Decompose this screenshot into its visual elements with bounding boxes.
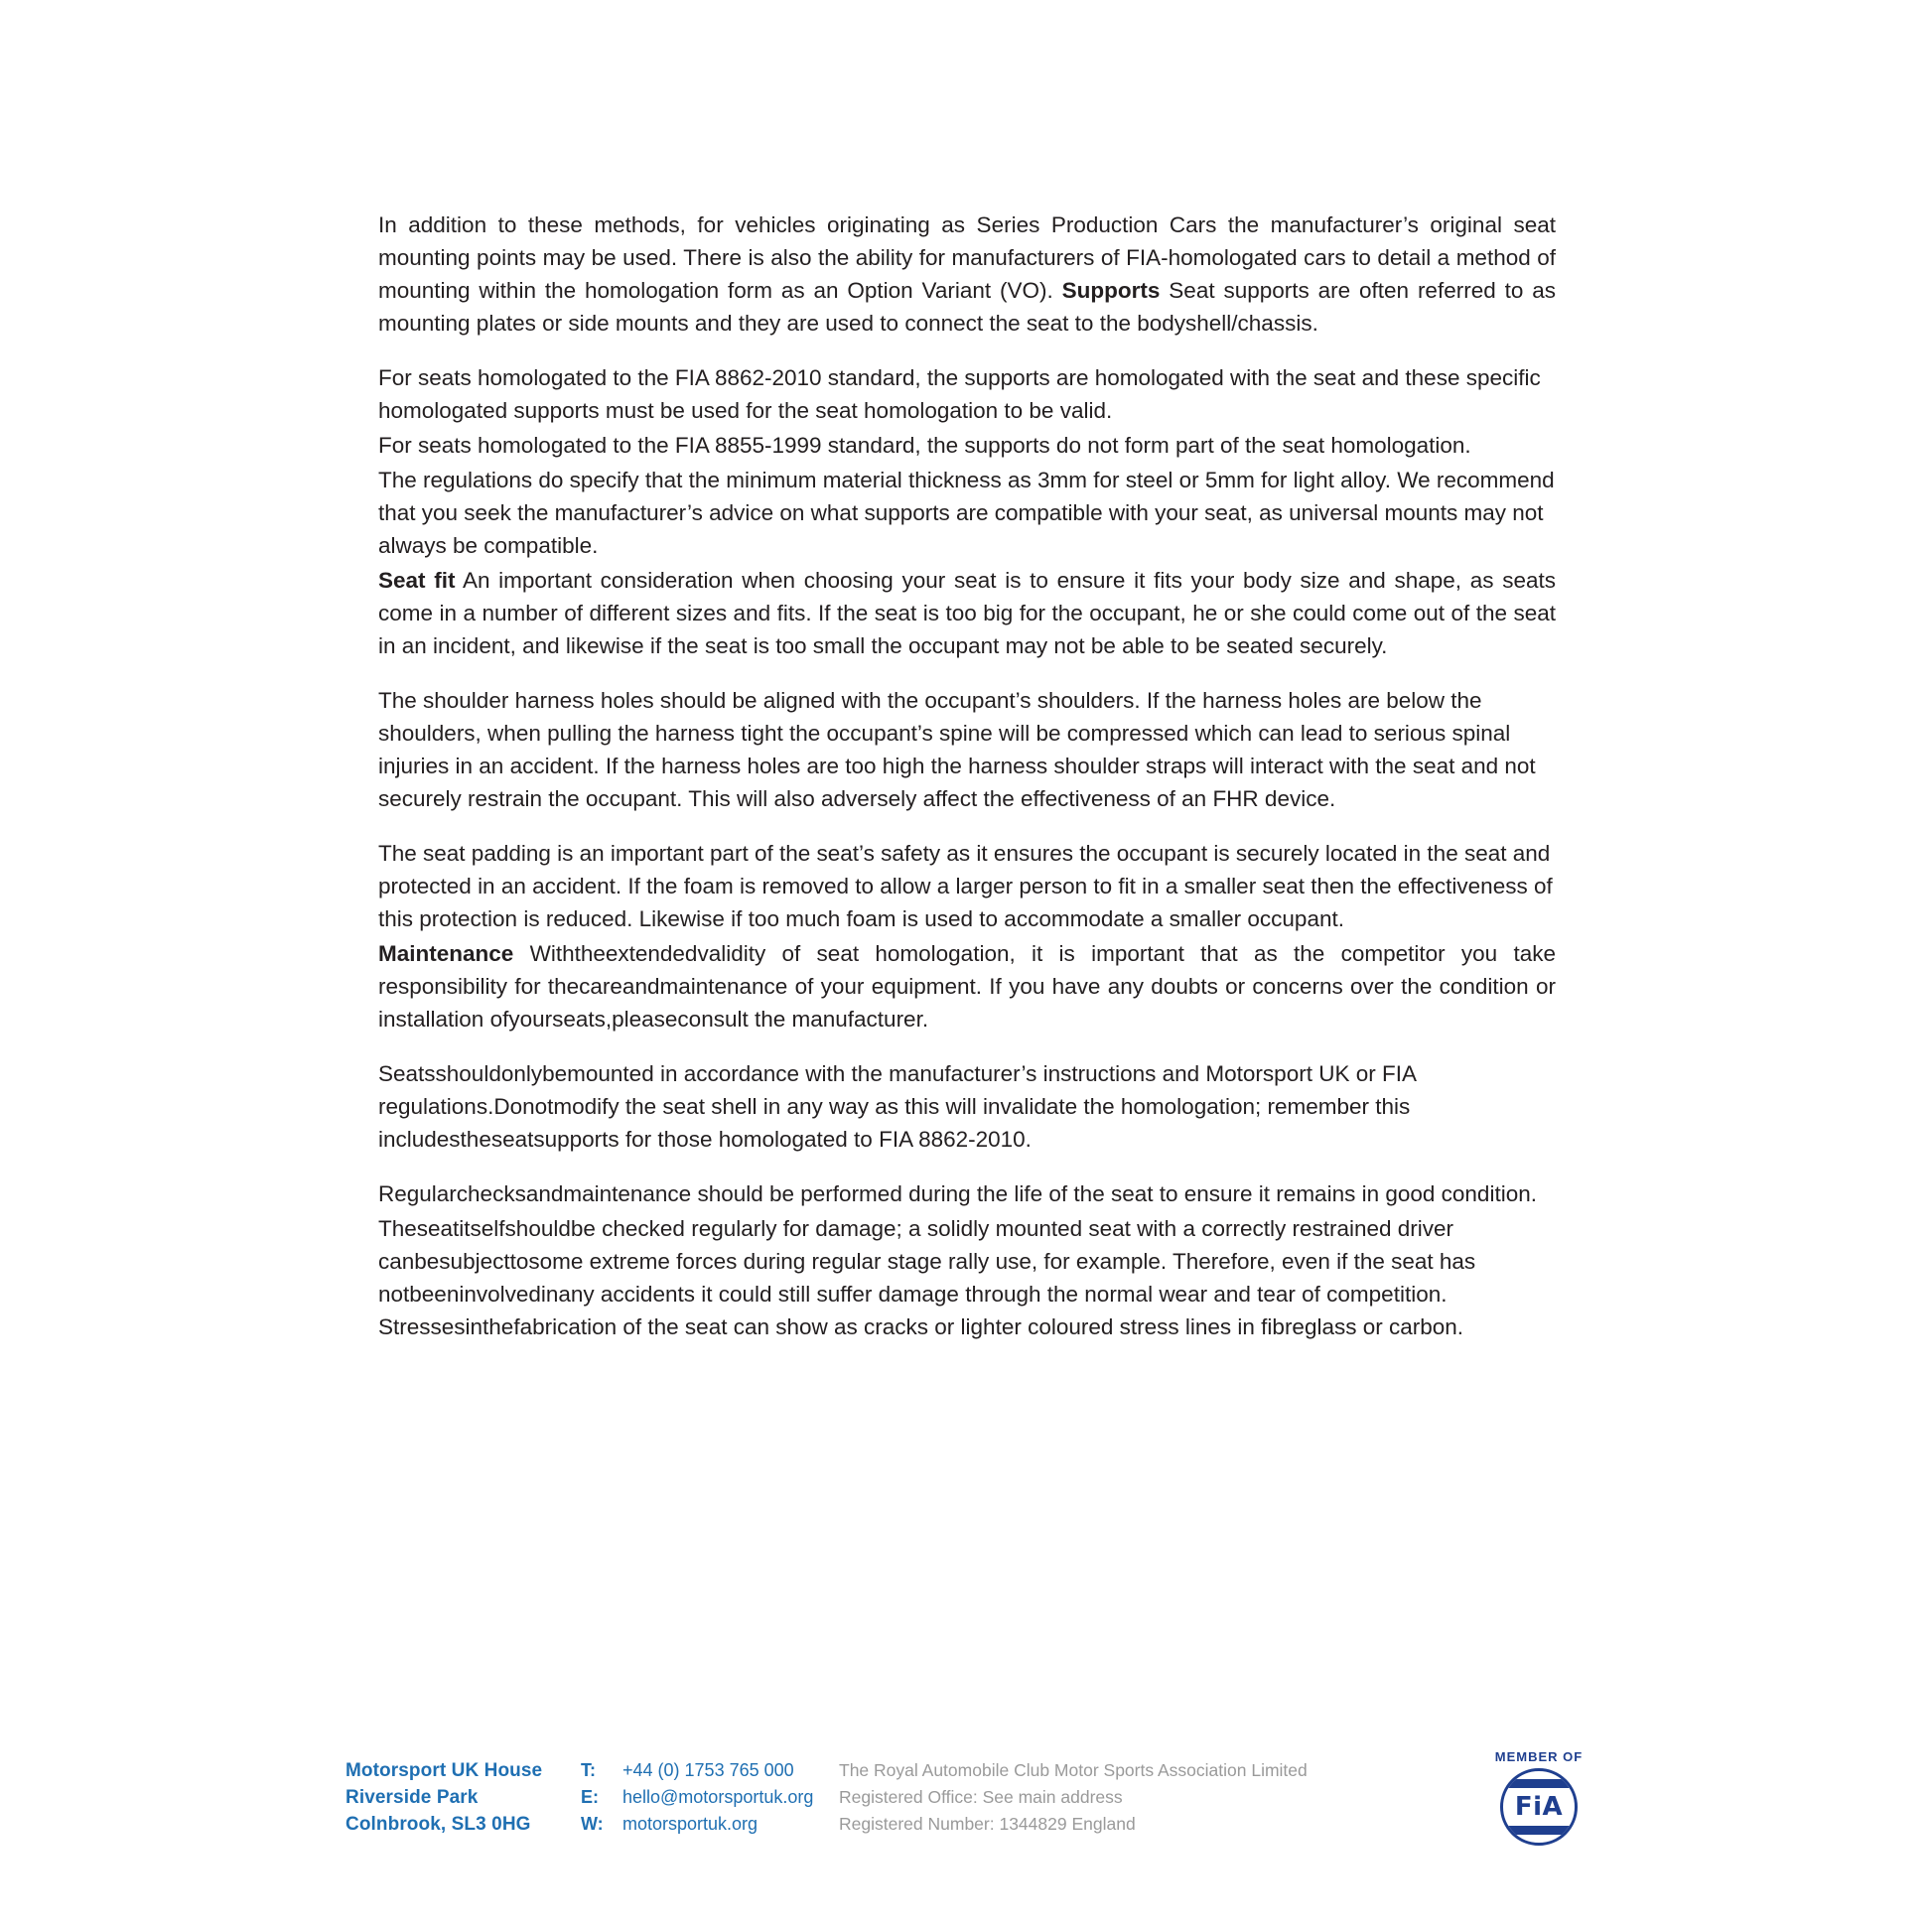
footer-email-row[interactable] [581, 1784, 813, 1811]
footer-web-value[interactable]: motorsportuk.org [622, 1814, 759, 1834]
footer-legal [839, 1757, 1308, 1838]
paragraph-text-1: In addition to these methods, for vehicles originating as Series Production Cars the manufacturer’s original seat mounting points may be used. There is also the ability for manufacturers of FIA-homologated cars to detail a method of mounting within the homologation form as an Option Variant (VO). [378, 212, 1556, 303]
footer-legal-line3: Registered Number: 1344829 England [839, 1814, 1136, 1834]
paragraph-material-thickness: The regulations do specify that the minimum material thickness as 3mm for steel or 5mm for light alloy. We recommend that you seek the manufacturer’s advice on what supports are compatible with your seat, as universal mounts may not always be compatible. [378, 468, 1555, 558]
footer-phone-value: +44 (0) 1753 765 000 [622, 1760, 794, 1780]
paragraph-seat-fit [378, 564, 1556, 662]
paragraph-intro [378, 208, 1556, 340]
footer-web-row[interactable] [581, 1811, 813, 1838]
seat-fit-heading: Seat fit [378, 568, 456, 593]
footer-contact [581, 1757, 813, 1838]
paragraph-mounting-instructions: Seatsshouldonlybemounted in accordance with the manufacturer’s instructions and Motorsport UK or FIA regulations.Donotmodify the seat shell in any way as this will invalidate the homologation; remember this includestheseatsupports for those homologated to FIA 8862-2010. [378, 1061, 1416, 1152]
paragraph-8855-supports: For seats homologated to the FIA 8855-1999 standard, the supports do not form part of the seat homologation. [378, 433, 1471, 458]
footer-email-value[interactable]: hello@motorsportuk.org [622, 1787, 814, 1807]
paragraph-8862-supports: For seats homologated to the FIA 8862-2010 standard, the supports are homologated with the seat and these specific homologated supports must be used for the seat homologation to be valid. [378, 365, 1541, 423]
maintenance-text: Withtheextendedvalidity of seat homologation, it is important that as the competitor you take responsibility for thecareandmaintenance of your equipment. If you have any doubts or concerns over the condition or installation ofyourseats,pleaseconsult the manufacturer. [378, 941, 1556, 1032]
footer-phone-label: T: [581, 1760, 596, 1780]
fia-logo-text: FiA [1514, 1792, 1564, 1822]
maintenance-heading: Maintenance [378, 941, 514, 966]
member-of-label: MEMBER OF [1494, 1749, 1584, 1764]
fia-logo-bar-bottom [1503, 1826, 1575, 1835]
footer-phone-row [581, 1757, 813, 1784]
footer-legal-line2: Registered Office: See main address [839, 1787, 1123, 1807]
footer-email-label: E: [581, 1787, 599, 1807]
seat-fit-text: An important consideration when choosing your seat is to ensure it fits your body size and shape, as seats come in a number of different sizes and fits. If the seat is too big for the occupant, he or she could come out of the seat in an incident, and likewise if the seat is too small the occupant may not be able to be seated securely. [378, 568, 1557, 658]
footer-address-line2: Riverside Park [345, 1787, 479, 1808]
footer-web-label: W: [581, 1814, 604, 1834]
footer-legal-line1: The Royal Automobile Club Motor Sports Association Limited [839, 1760, 1308, 1780]
paragraph-text-1b: Seat supports are often referred to as mounting plates or side mounts and they are used to connect the seat to the bodyshell/chassis. [378, 278, 1557, 336]
footer-address-line1: Motorsport UK House [345, 1760, 543, 1781]
paragraph-regular-checks: Regularchecksandmaintenance should be performed during the life of the seat to ensure it remains in good condition. [378, 1181, 1537, 1206]
fia-logo-bar-top [1503, 1779, 1575, 1788]
paragraph-seat-padding: The seat padding is an important part of the seat’s safety as it ensures the occupant is securely located in the seat and protected in an accident. If the foam is removed to allow a larger person to fit in a smaller seat then the effectiveness of this protection is reduced. Likewise if too much foam is used to accommodate a smaller occupant. [378, 841, 1553, 931]
supports-heading: Supports [1061, 278, 1161, 303]
footer-address-line3: Colnbrook, SL3 0HG [345, 1814, 531, 1835]
document-body [378, 208, 1556, 1365]
footer-address [345, 1757, 542, 1838]
paragraph-shoulder-harness: The shoulder harness holes should be aligned with the occupant’s shoulders. If the harness holes are below the shoulders, when pulling the harness tight the occupant’s spine will be compressed which can lead to serious spinal injuries in an accident. If the harness holes are too high the harness shoulder straps will interact with the seat and not securely restrain the occupant. This will also adversely affect the effectiveness of an FHR device. [378, 688, 1536, 811]
paragraph-maintenance [378, 937, 1556, 1035]
fia-member-block [1479, 1749, 1598, 1846]
fia-logo-icon [1500, 1768, 1578, 1846]
paragraph-seat-inspection: Theseatitselfshouldbe checked regularly for damage; a solidly mounted seat with a correctly restrained driver canbesubjecttosome extreme forces during regular stage rally use, for example. Therefore, even if the seat has notbeeninvolvedinany accidents it could still suffer damage through the normal wear and tear of competition. Stressesinthefabrication of the seat can show as cracks or lighter coloured stress lines in fibreglass or carbon. [378, 1216, 1476, 1339]
page-footer [0, 1749, 1932, 1876]
